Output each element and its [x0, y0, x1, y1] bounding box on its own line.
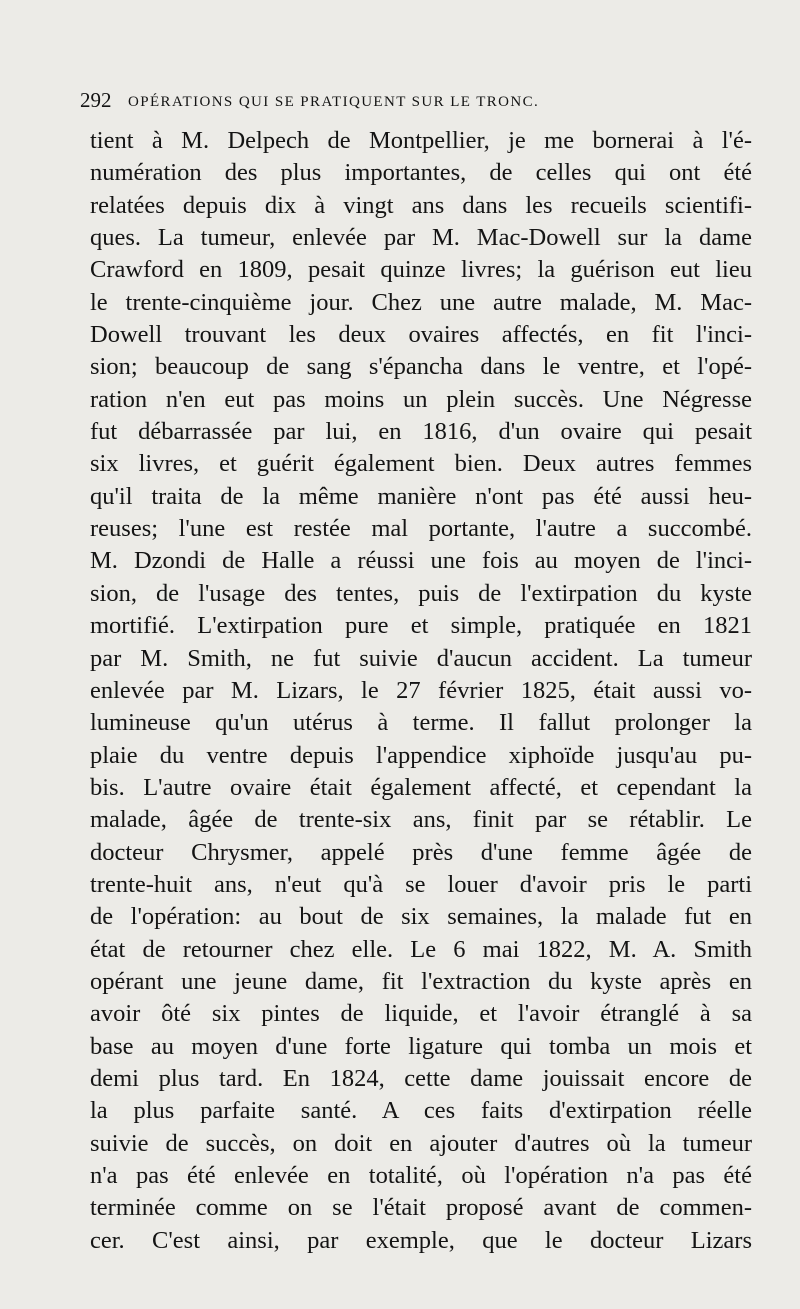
- text-line: enlevée par M. Lizars, le 27 février 1825, était aussi vo-: [90, 676, 752, 704]
- page-number: 292: [80, 88, 112, 112]
- text-line: cer. C'est ainsi, par exemple, que le docteur Lizars: [90, 1226, 752, 1254]
- text-line: qu'il traita de la même manière n'ont pas été aussi heu-: [90, 482, 752, 510]
- text-line: reuses; l'une est restée mal portante, l'autre a succombé.: [90, 515, 752, 543]
- text-line: demi plus tard. En 1824, cette dame jouissait encore de: [90, 1064, 752, 1092]
- text-line: relatées depuis dix à vingt ans dans les recueils scientifi-: [90, 191, 752, 219]
- body-text: [90, 125, 752, 1257]
- text-line: M. Dzondi de Halle a réussi une fois au moyen de l'inci-: [90, 547, 752, 575]
- running-title: OPÉRATIONS QUI SE PRATIQUENT SUR LE TRONC.: [128, 94, 540, 110]
- text-line: base au moyen d'une forte ligature qui tomba un mois et: [90, 1032, 752, 1060]
- text-line: ques. La tumeur, enlevée par M. Mac-Dowell sur la dame: [90, 224, 752, 252]
- text-line: par M. Smith, ne fut suivie d'aucun accident. La tumeur: [90, 644, 752, 672]
- text-line: numération des plus importantes, de celles qui ont été: [90, 159, 752, 187]
- text-line: n'a pas été enlevée en totalité, où l'opération n'a pas été: [90, 1162, 752, 1189]
- text-line: opérant une jeune dame, fit l'extraction du kyste après en: [90, 967, 752, 995]
- text-line: mortifié. L'extirpation pure et simple, pratiquée en 1821: [90, 612, 752, 640]
- text-line: Dowell trouvant les deux ovaires affectés, en fit l'inci-: [90, 321, 752, 349]
- text-line: Crawford en 1809, pesait quinze livres; la guérison eut lieu: [90, 256, 752, 284]
- page-header: [80, 88, 730, 114]
- text-line: sion, de l'usage des tentes, puis de l'extirpation du kyste: [90, 579, 752, 607]
- text-line: état de retourner chez elle. Le 6 mai 1822, M. A. Smith: [90, 935, 752, 963]
- text-line: plaie du ventre depuis l'appendice xiphoïde jusqu'au pu-: [90, 741, 752, 769]
- text-line: de l'opération: au bout de six semaines, la malade fut en: [90, 903, 752, 931]
- text-line: bis. L'autre ovaire était également affecté, et cependant la: [90, 773, 752, 801]
- text-line: suivie de succès, on doit en ajouter d'autres où la tumeur: [90, 1129, 752, 1157]
- text-line: trente-huit ans, n'eut qu'à se louer d'avoir pris le parti: [90, 870, 752, 898]
- text-line: malade, âgée de trente-six ans, finit par se rétablir. Le: [90, 806, 752, 834]
- text-line: terminée comme on se l'était proposé avant de commen-: [90, 1194, 752, 1222]
- text-line: sion; beaucoup de sang s'épancha dans le ventre, et l'opé-: [90, 353, 752, 381]
- text-line: fut débarrassée par lui, en 1816, d'un ovaire qui pesait: [90, 418, 752, 446]
- text-line: docteur Chrysmer, appelé près d'une femme âgée de: [90, 838, 752, 866]
- text-line: la plus parfaite santé. A ces faits d'extirpation réelle: [90, 1097, 752, 1125]
- text-line: six livres, et guérit également bien. Deux autres femmes: [90, 450, 752, 478]
- text-line: le trente-cinquième jour. Chez une autre malade, M. Mac-: [90, 288, 752, 316]
- text-line: avoir ôté six pintes de liquide, et l'avoir étranglé à sa: [90, 1000, 752, 1028]
- text-line: lumineuse qu'un utérus à terme. Il fallut prolonger la: [90, 709, 752, 737]
- text-line: ration n'en eut pas moins un plein succès. Une Négresse: [90, 385, 752, 413]
- text-line: tient à M. Delpech de Montpellier, je me bornerai à l'é-: [90, 127, 752, 154]
